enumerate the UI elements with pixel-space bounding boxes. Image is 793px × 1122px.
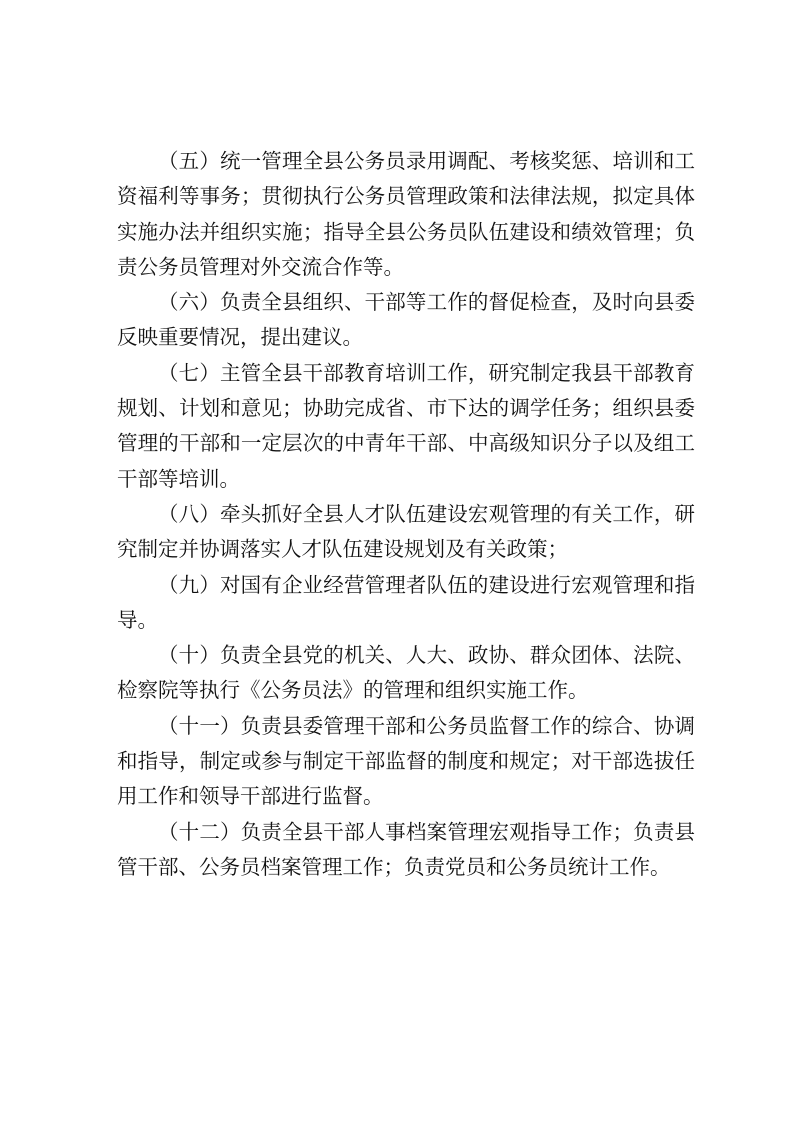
- paragraph-6: （六）负责全县组织、干部等工作的督促检查，及时向县委反映重要情况，提出建议。: [117, 290, 695, 350]
- paragraph-12: （十二）负责全县干部人事档案管理宏观指导工作；负责县管干部、公务员档案管理工作；负责党员和公务员统计工作。: [117, 819, 695, 879]
- paragraph-8: （八）牵头抓好全县人才队伍建设宏观管理的有关工作，研究制定并协调落实人才队伍建设规划及有关政策；: [117, 501, 695, 562]
- paragraph-9: （九）对国有企业经营管理者队伍的建设进行宏观管理和指导。: [117, 572, 695, 632]
- paragraph-7: （七）主管全县干部教育培训工作，研究制定我县干部教育规划、计划和意见；协助完成省、市下达的调学任务；组织县委管理的干部和一定层次的中青年干部、中高级知识分子以及组工干部等培训。: [117, 360, 695, 491]
- paragraph-10: （十）负责全县党的机关、人大、政协、群众团体、法院、检察院等执行《公务员法》的管理和组织实施工作。: [117, 643, 695, 703]
- document-body: [117, 144, 695, 885]
- paragraph-5: （五）统一管理全县公务员录用调配、考核奖惩、培训和工资福利等事务；贯彻执行公务员管理政策和法律法规，拟定具体实施办法并组织实施；指导全县公务员队伍建设和绩效管理；负责公务员管理对外交流合作等。: [117, 149, 695, 279]
- paragraph-11: （十一）负责县委管理干部和公务员监督工作的综合、协调和指导，制定或参与制定干部监督的制度和规定；对干部选拔任用工作和领导干部进行监督。: [117, 713, 695, 809]
